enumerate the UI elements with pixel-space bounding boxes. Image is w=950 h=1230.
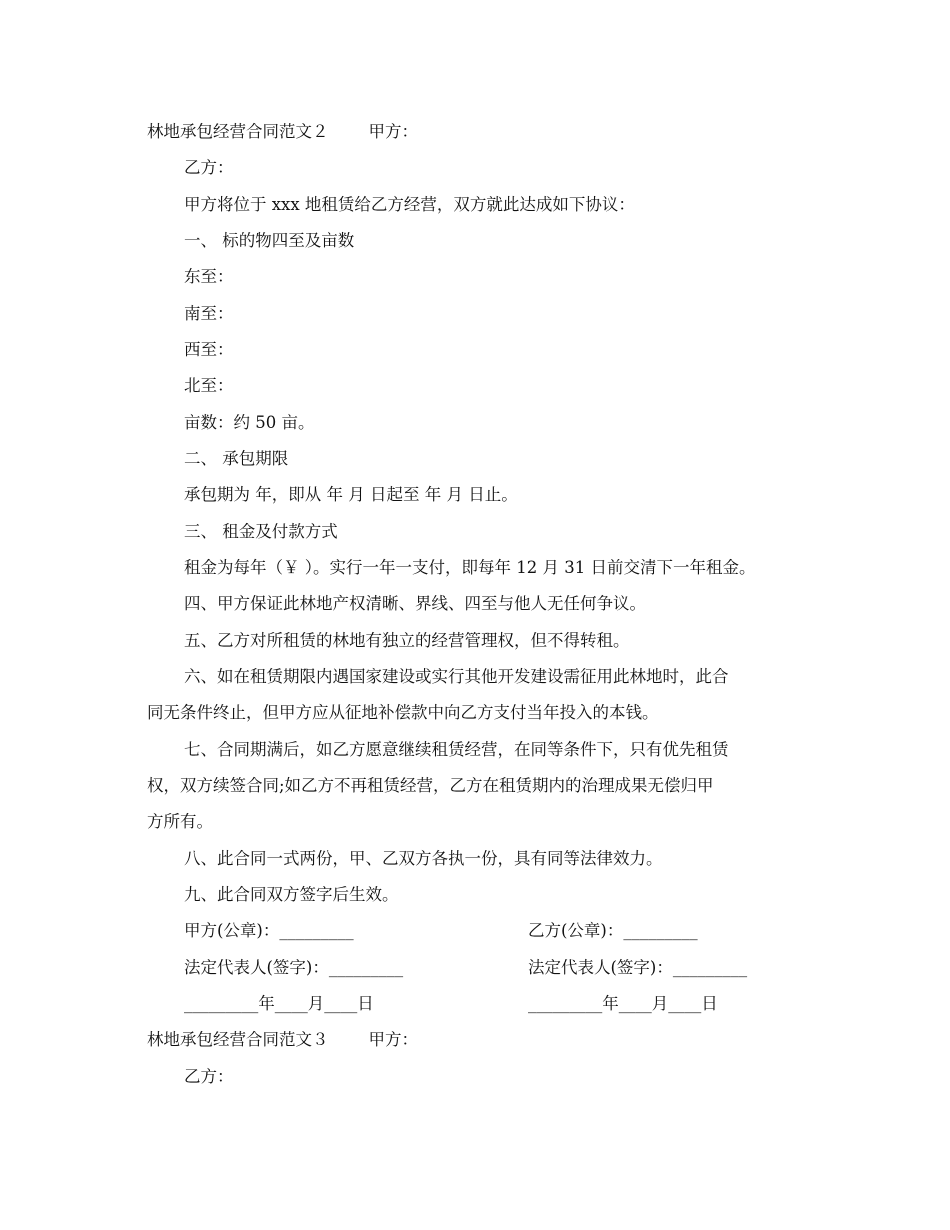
boundary-south: 南至： [184, 304, 234, 323]
boundary-east: 东至： [184, 267, 234, 286]
clause2-text: 承包期为 年，即从 年 月 日起至 年 月 日止。 [184, 485, 518, 504]
sign-b-seal: 乙方(公章)：_________ [528, 921, 698, 940]
clause3-text: 租金为每年（￥ ）。实行一年一支付，即每年 12 月 31 日前交清下一年租金。 [184, 558, 756, 577]
date-a: _________年____月____日 [184, 994, 374, 1013]
clause5: 五、乙方对所租赁的林地有独立的经营管理权，但不得转租。 [184, 631, 630, 650]
sign-a-seal: 甲方(公章)：_________ [184, 921, 354, 940]
date-b: _________年____月____日 [528, 994, 718, 1013]
clause7-line3: 方所有。 [147, 812, 213, 831]
clause2-title: 二、 承包期限 [184, 449, 289, 468]
clause6-line2: 同无条件终止，但甲方应从征地补偿款中向乙方支付当年投入的本钱。 [147, 703, 659, 722]
clause3-title: 三、 租金及付款方式 [184, 522, 338, 541]
clause4: 四、甲方保证此林地产权清晰、界线、四至与他人无任何争议。 [184, 594, 646, 613]
clause7-line2: 权，双方续签合同;如乙方不再租赁经营，乙方在租赁期内的治理成果无偿归甲 [147, 776, 714, 795]
sign-a-rep: 法定代表人(签字)：_________ [184, 958, 404, 977]
clause9: 九、此合同双方签字后生效。 [184, 885, 399, 904]
sign-b-rep: 法定代表人(签字)：_________ [528, 958, 748, 977]
section2-party-b: 乙方： [184, 158, 234, 177]
section2-party-a: 甲方： [368, 122, 418, 141]
clause7-line1: 七、合同期满后，如乙方愿意继续租赁经营，在同等条件下，只有优先租赁 [184, 740, 729, 759]
boundary-west: 西至： [184, 340, 234, 359]
section2-heading-line [147, 122, 807, 142]
section3-party-b: 乙方： [184, 1067, 234, 1086]
section3-title: 林地承包经营合同范文３ [147, 1030, 329, 1049]
section3-heading-line [147, 1030, 807, 1050]
clause6-line1: 六、如在租赁期限内遇国家建设或实行其他开发建设需征用此林地时，此合 [184, 667, 729, 686]
section2-intro: 甲方将位于 xxx 地租赁给乙方经营，双方就此达成如下协议： [184, 195, 635, 214]
boundary-north: 北至： [184, 376, 234, 395]
clause8: 八、此合同一式两份，甲、乙双方各执一份，具有同等法律效力。 [184, 849, 663, 868]
clause1-title: 一、 标的物四至及亩数 [184, 231, 355, 250]
section2-title: 林地承包经营合同范文２ [147, 122, 329, 141]
section3-party-a: 甲方： [368, 1030, 418, 1049]
land-area: 亩数：约 50 亩。 [184, 413, 315, 432]
